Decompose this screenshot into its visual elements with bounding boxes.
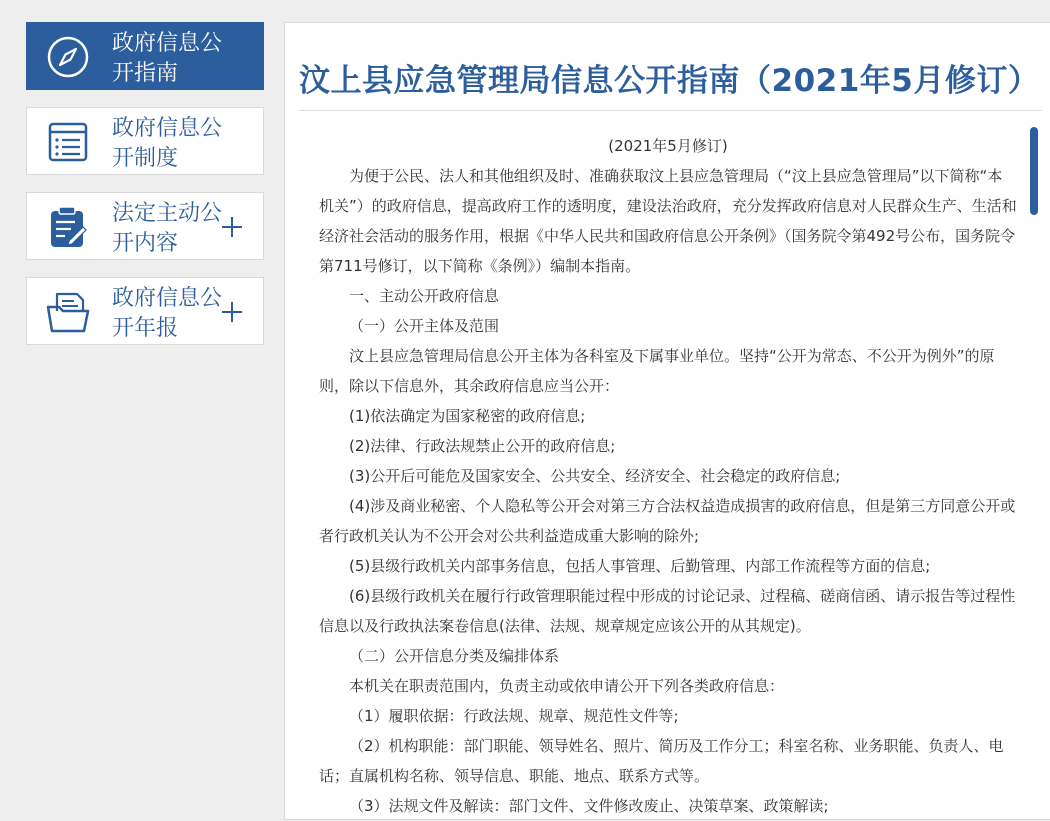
paragraph: (3)公开后可能危及国家安全、公共安全、经济安全、社会稳定的政府信息; — [349, 467, 841, 485]
paragraph: (1)依法确定为国家秘密的政府信息; — [349, 407, 586, 425]
page-title: 汶上县应急管理局信息公开指南（2021年5月修订） — [299, 63, 1040, 99]
plus-icon[interactable] — [221, 301, 243, 323]
nav-item-guide[interactable] — [26, 22, 264, 90]
list-document-icon — [45, 119, 91, 165]
scrollbar-thumb[interactable] — [1030, 127, 1038, 215]
nav-item-annual-report[interactable] — [26, 277, 264, 345]
paragraph: 为便于公民、法人和其他组织及时、准确获取汶上县应急管理局（“汶上县应急管理局”以下简称“本机关”）的政府信息，提高政府工作的透明度，建设法治政府，充分发挥政府信息对人民群众生产、生活和经济社会活动的服务作用，根据《中华人民共和国政府信息公开条例》（国务院令第492号公布，国务院令第711号修订，以下简称《条例》）编制本指南。 — [319, 167, 1017, 275]
paragraph: 一、主动公开政府信息 — [349, 287, 500, 305]
paragraph: （一）公开主体及范围 — [349, 317, 500, 335]
paragraph: （二）公开信息分类及编排体系 — [349, 647, 560, 665]
nav-label-annual-report: 政府信息公开年报 — [112, 286, 223, 341]
nav-item-statutory-content[interactable] — [26, 192, 264, 260]
paragraph: （1）履职依据：行政法规、规章、规范性文件等; — [349, 707, 679, 725]
main-panel — [284, 22, 1050, 820]
clipboard-edit-icon — [45, 204, 91, 250]
sidebar-nav — [26, 22, 264, 362]
nav-label-guide: 政府信息公开指南 — [112, 31, 223, 86]
paragraph: (5)县级行政机关内部事务信息，包括人事管理、后勤管理、内部工作流程等方面的信息; — [349, 557, 931, 575]
guide-content — [319, 131, 1017, 821]
plus-icon[interactable] — [221, 216, 243, 238]
paragraph: 本机关在职责范围内，负责主动或依申请公开下列各类政府信息： — [349, 677, 785, 695]
paragraph: （2）机构职能：部门职能、领导姓名、照片、简历及工作分工；科室名称、业务职能、负责人、电话；直属机构名称、领导信息、职能、地点、联系方式等。 — [319, 737, 1004, 785]
title-divider — [299, 110, 1042, 111]
revision-date: (2021年5月修订) — [608, 137, 728, 155]
nav-label-statutory-content: 法定主动公开内容 — [112, 201, 223, 256]
paragraph: (6)县级行政机关在履行行政管理职能过程中形成的讨论记录、过程稿、磋商信函、请示报告等过程性信息以及行政执法案卷信息(法律、法规、规章规定应该公开的从其规定)。 — [319, 587, 1016, 635]
paragraph: (2)法律、行政法规禁止公开的政府信息; — [349, 437, 616, 455]
nav-label-system: 政府信息公开制度 — [112, 116, 223, 171]
nav-item-system[interactable] — [26, 107, 264, 175]
content-scrollbar[interactable] — [1030, 127, 1038, 817]
compass-icon — [45, 34, 91, 80]
paragraph: (4)涉及商业秘密、个人隐私等公开会对第三方合法权益造成损害的政府信息，但是第三方同意公开或者行政机关认为不公开会对公共利益造成重大影响的除外; — [319, 497, 1016, 545]
folder-document-icon — [45, 289, 91, 335]
paragraph: （3）法规文件及解读：部门文件、文件修改废止、决策草案、政策解读; — [349, 797, 829, 815]
paragraph: 汶上县应急管理局信息公开主体为各科室及下属事业单位。坚持“公开为常态、不公开为例外”的原则，除以下信息外，其余政府信息应当公开： — [319, 347, 995, 395]
